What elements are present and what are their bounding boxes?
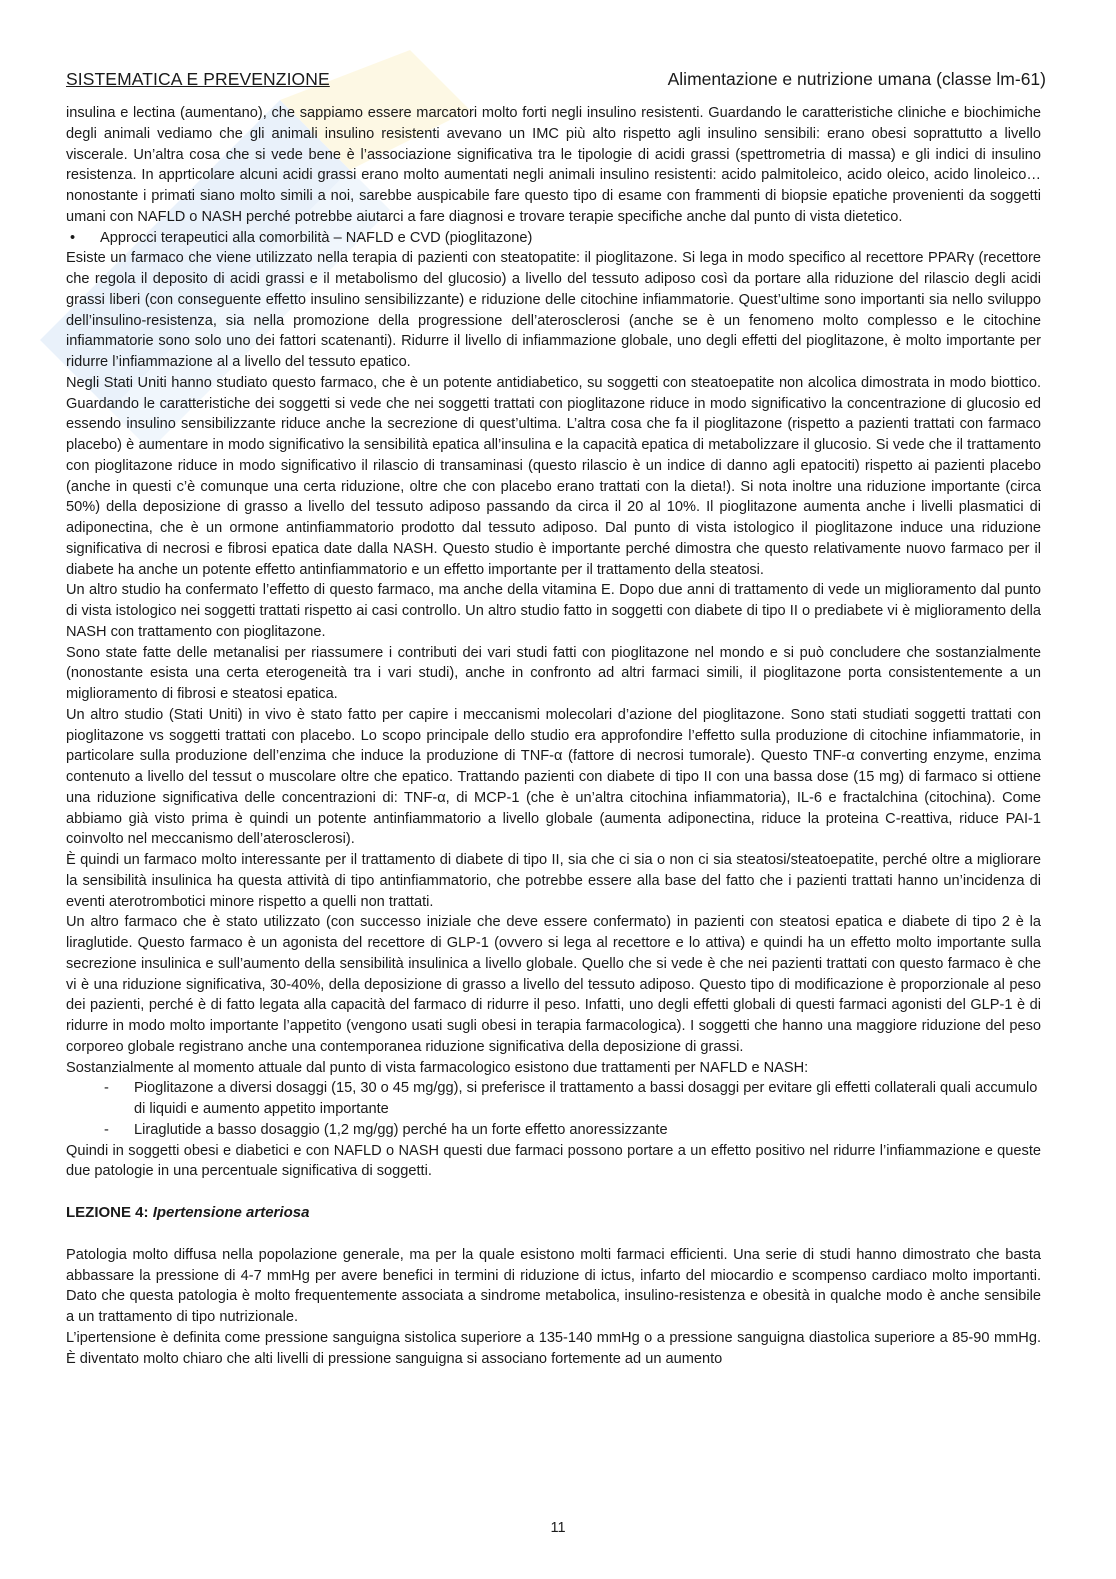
section-title: Ipertensione arteriosa (152, 1204, 310, 1221)
bullet-item (66, 228, 1041, 249)
page-number: 11 (550, 1520, 566, 1536)
section-label: LEZIONE 4: (66, 1204, 149, 1221)
paragraph: Quindi in soggetti obesi e diabetici e con NAFLD o NASH questi due farmaci possono portare a un effetto positivo nel ridurre l’infiammazione e queste due patologie in una percentuale significativa di soggetti. (66, 1142, 1041, 1180)
document-body (66, 103, 1041, 1369)
paragraph: insulina e lectina (aumentano), che sappiamo essere marcatori molto forti negli insulino resistenti. Guardando le caratteristiche cliniche e biochimiche degli animali vediamo che gli animali insulino resistenti avevano un IMC più alto rispetto agli insulino sensibili: erano obesi soprattutto a livello viscerale. Un’altra cosa che si vede bene è l’associazione significativa tra le tipologie di acidi grassi (spettrometria di massa) e gli indici di insulino resistenza. In apprticolare alcuni acidi grassi erano molto aumentati negli animali insulino resistenti: acido palmitoleico, acido oleico, acido linoleico… nonostante i primati siano molto simili a noi, sarebbe auspicabile fare questo tipo di esame con frammenti di biopsie epatiche provenienti da soggetti umani con NAFLD o NASH perché potrebbe aiutarci a fare diagnosi e trovare terapie specifiche anche dal punto di vista dietetico. (66, 105, 1041, 225)
paragraph: Sostanzialmente al momento attuale dal punto di vista farmacologico esistono due trattamenti per NAFLD e NASH: (66, 1059, 809, 1076)
paragraph: Un altro farmaco che è stato utilizzato (con successo iniziale che deve essere confermato) in pazienti con steatosi epatica e diabete di tipo 2 è la liraglutide. Questo farmaco è un agonista del recettore di GLP-1 (ovvero si lega al recettore e lo attiva) e quindi ha un effetto molto importante sulla secrezione insulinica e sull’aumento della sensibilità insulinica a livello globale. Quello che si vede è che nei pazienti trattati con questo farmaco è che vi è una riduzione significativa, 30-40%, della deposizione di grasso a livello del tessuto adiposo. Questo tipo di modificazione è proporzionale al peso dei pazienti, perché è di fatto legata alla capacità del farmaco di ridurre il peso. Infatti, uno degli effetti globali di questi farmaci agonisti del GLP-1 è di ridurre in modo molto importante l’appetito (vengono usati sugli obesi in terapia farmacologica). I soggetti che hanno una maggiore riduzione del peso corporeo globale registrano anche una contemporanea riduzione significativa della deposizione di grassi. (66, 914, 1041, 1055)
section-heading (66, 1203, 1041, 1224)
header-course-title: SISTEMATICA E PREVENZIONE (66, 69, 330, 89)
list-item-text: Approcci terapeutici alla comorbilità – NAFLD e CVD (pioglitazone) (100, 229, 533, 246)
paragraph: L’ipertensione è definita come pressione sanguigna sistolica superiore a 135-140 mmHg o a pressione sanguigna diastolica superiore a 85-90 mmHg. È diventato molto chiaro che alti livelli di pressione sanguigna si associano fortemente ad un aumento (66, 1329, 1041, 1367)
paragraph: Un altro studio ha confermato l’effetto di questo farmaco, ma anche della vitamina E. Dopo due anni di trattamento di vede un miglioramento dal punto di vista istologico nei soggetti trattati rispetto ai casi controllo. Un altro studio fatto in soggetti con diabete di tipo II o prediabete vi è miglioramento della NASH con trattamento con pioglitazone. (66, 582, 1041, 640)
paragraph: Un altro studio (Stati Uniti) in vivo è stato fatto per capire i meccanismi molecolari d’azione del pioglitazone. Sono stati studiati soggetti trattati con pioglitazone vs soggetti trattati con placebo. Lo scopo principale dello studio era approfondire l’effetto sulla produzione di citochine infiammatorie, in particolare sulla produzione dell’enzima che induce la produzione di TNF-α (fattore di necrosi tumorale). Questo TNF-α converting enzyme, enzima contenuto a livello del tessut o muscolare oltre che epatico. Trattando pazienti con diabete di tipo II con una bassa dose (15 mg) di farmaco si ottiene una riduzione significativa delle concentrazioni di: TNF-α, di MCP-1 (che è un’altra citochina infiammatoria), IL-6 e fractalchina (citochina). Come abbiamo già visto prima è quindi un potente antinfiammatorio a livello globale (aumenta adiponectina, riduce la proteina C-reattiva, riduce PAI-1 coinvolto nel meccanismo dell’aterosclerosi). (66, 706, 1041, 848)
paragraph: Negli Stati Uniti hanno studiato questo farmaco, che è un potente antidiabetico, su soggetti con steatoepatite non alcolica dimostrata in modo biottico. Guardando le caratteristiche dei soggetti si vede che nei soggetti trattati con pioglitazone riduce in modo significativo la concentrazione di glucosio ed essendo insulino sensibilizzante riduce anche la secrezione di quest’ultima. L’altra cosa che fa il pioglitazone (rispetto a pazienti trattati con farmaco placebo) è aumentare in modo significativo la sensibilità epatica all’insulina e la capacità epatica di metabolizzare il glucosio. Si vede che il trattamento con pioglitazone riduce in modo significativo il rilascio di transaminasi (questo rilascio è un indice di danno agli epatociti) rispetto ai pazienti placebo (anche in questi c’è comunque una certa riduzione, oltre che con placebo erano trattati con la dieta!). Si nota inoltre una riduzione importante (circa 50%) della deposizione di grasso a livello del tessuto adiposo passando da circa il 20 al 10%. Il pioglitazone aumenta anche i livelli plasmatici di adiponectina, che è un ormone antinfiammatorio prodotto dal tessuto adiposo. Dal punto di vista istologico il pioglitazone induce una riduzione significativa di necrosi e fibrosi epatica date dalla NASH. Questo studio è importante perché dimostra che questo relativamente nuovo farmaco per il diabete ha anche un potente effetto antinfiammatorio e un effetto importante per il trattamento della steatosi. (66, 374, 1041, 578)
dash-list-item (66, 1120, 1041, 1141)
dash-marker: - (104, 1080, 109, 1097)
bullet-marker: • (70, 229, 76, 246)
paragraph: Patologia molto diffusa nella popolazione generale, ma per la quale esistono molti farmaci efficienti. Una serie di studi hanno dimostrato che basta abbassare la pressione di 4-7 mmHg per avere benefici in termini di riduzione di ictus, infarto del miocardio e scompenso cardiaco molto importanti. Dato che questa patologia è molto frequentemente associata a sindrome metabolica, insulino-resistenza e obesità in qualche modo è anche sensibile a un trattamento di tipo nutrizionale. (66, 1246, 1041, 1325)
dash-marker: - (104, 1121, 109, 1138)
paragraph: Esiste un farmaco che viene utilizzato nella terapia di pazienti con steatopatite: il pioglitazone. Si lega in modo specifico al recettore PPARγ (recettore che regola il deposito di acidi grassi e il metabolismo del glucosio) a livello del tessuto adiposo così da portare alla riduzione del rilascio degli acidi grassi liberi (con conseguente effetto insulino sensibilizzante) e riduzione delle citochine infiammatorie. Quest’ultime sono importanti sia nello sviluppo dell’insulino-resistenza, sia nella promozione della progressione dell’aterosclerosi (anche se è un fenomeno molto complesso e le citochine infiammatorie sono solo uno dei fattori scatenanti). Ridurre il livello di infiammazione globale, uno degli effetti del pioglitazone, è molto importante per ridurre l’infiammazione al a livello del tessuto epatico. (66, 250, 1041, 370)
header-degree-title: Alimentazione e nutrizione umana (classe lm-61) (667, 69, 1046, 89)
paragraph: Sono state fatte delle metanalisi per riassumere i contributi dei vari studi fatti con pioglitazone nel mondo e si può concludere che sostanzialmente (nonostante esista una certa eterogeneità tra i vari studi), anche in confronto ad altri farmaci simili, il pioglitazone porta consistentemente a un miglioramento di fibrosi e steatosi epatica. (66, 644, 1041, 702)
paragraph: È quindi un farmaco molto interessante per il trattamento di diabete di tipo II, sia che ci sia o non ci sia steatosi/steatoepatite, perché oltre a migliorare la sensibilità insulinica ha questa attività di tipo antinfiammatorio, che potrebbe essere alla base del fatto che i pazienti trattati hanno un’incidenza di eventi aterotrombotici minore rispetto a quelli non trattati. (66, 852, 1041, 910)
list-item-text: Pioglitazone a diversi dosaggi (15, 30 o 45 mg/gg), si preferisce il trattamento a bassi dosaggi per evitare gli effetti collaterali quali accumulo di liquidi e aumento appetito importante (134, 1080, 1038, 1117)
dash-list-item (66, 1078, 1041, 1120)
list-item-text: Liraglutide a basso dosaggio (1,2 mg/gg) perché ha un forte effetto anoressizzante (134, 1121, 668, 1138)
page-header (66, 64, 1046, 94)
